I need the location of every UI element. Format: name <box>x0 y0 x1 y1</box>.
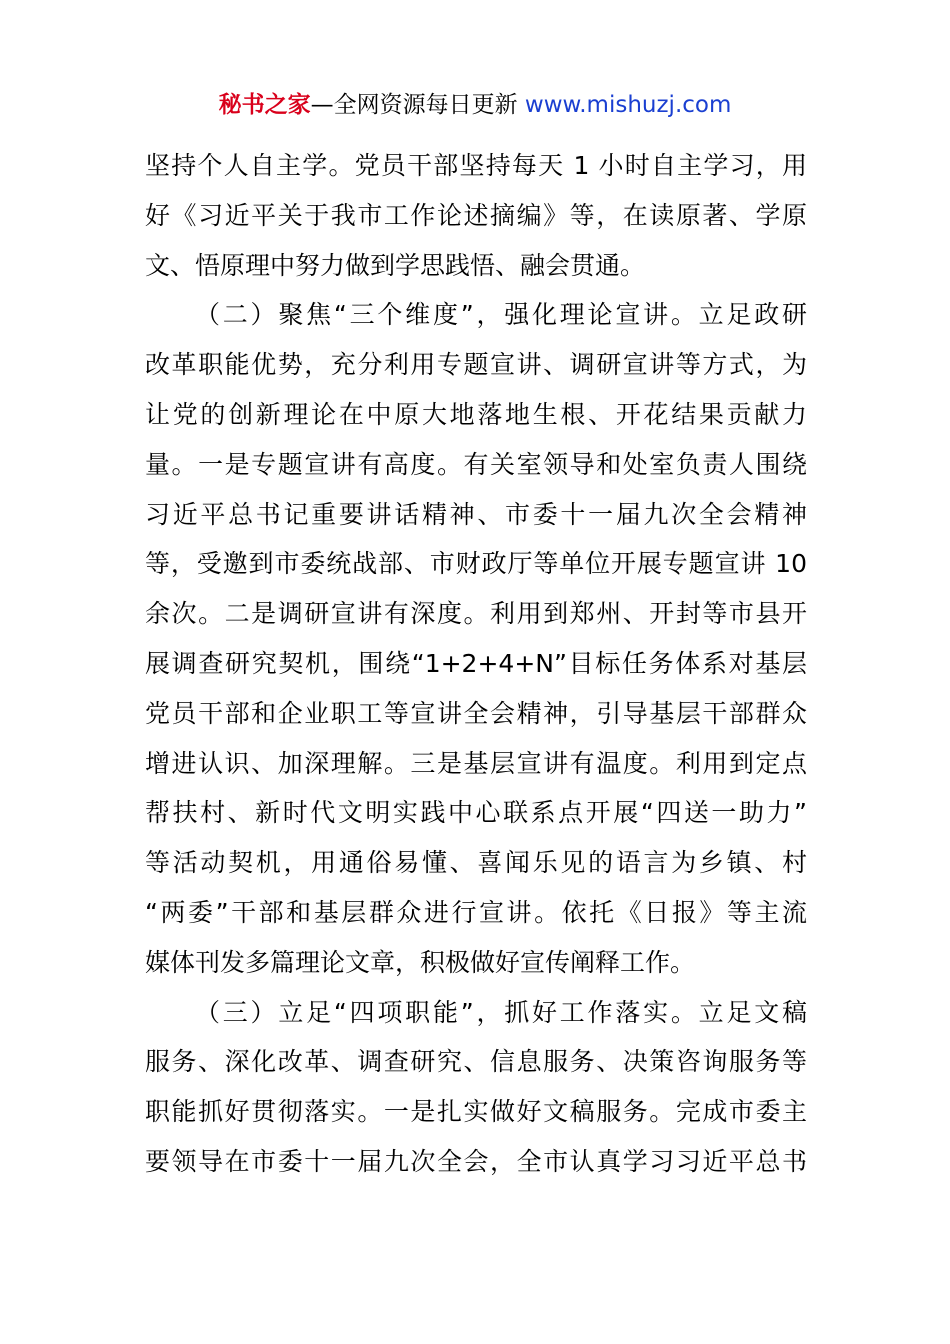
text-line: “两委”干部和基层群众进行宣讲。依托《日报》等主流 <box>145 897 807 927</box>
site-url-link[interactable]: www.mishuzj.com <box>524 92 732 118</box>
text-line: 等活动契机，用通俗易懂、喜闻乐见的语言为乡镇、村 <box>145 848 807 878</box>
text-line: 好《习近平关于我市工作论述摘编》等，在读原著、学原 <box>145 200 807 230</box>
text-line: 职能抓好贯彻落实。一是扎实做好文稿服务。完成市委主 <box>145 1097 807 1127</box>
text-line: 服务、深化改革、调查研究、信息服务、决策咨询服务等 <box>145 1047 807 1077</box>
text-line: 余次。二是调研宣讲有深度。利用到郑州、开封等市县开 <box>145 599 807 629</box>
site-brand: 秘书之家 <box>218 92 311 118</box>
text-line: 文、悟原理中努力做到学思践悟、融会贯通。 <box>145 250 646 280</box>
section-heading-line: （二）聚焦“三个维度”，强化理论宣讲。立足政研 <box>195 300 807 330</box>
text-line: 量。一是专题宣讲有高度。有关室领导和处室负责人围绕 <box>145 449 807 479</box>
text-line: 党员干部和企业职工等宣讲全会精神，引导基层干部群众 <box>145 698 807 728</box>
text-line: 要领导在市委十一届九次全会，全市认真学习习近平总书 <box>145 1146 807 1176</box>
page-header <box>0 88 950 122</box>
text-line: 坚持个人自主学。党员干部坚持每天 1 小时自主学习，用 <box>145 151 807 180</box>
text-line: 帮扶村、新时代文明实践中心联系点开展“四送一助力” <box>145 798 807 828</box>
text-line: 媒体刊发多篇理论文章，积极做好宣传阐释工作。 <box>145 947 696 977</box>
text-line: 习近平总书记重要讲话精神、市委十一届九次全会精神 <box>145 499 807 529</box>
text-line: 让党的创新理论在中原大地落地生根、开花结果贡献力 <box>145 399 807 429</box>
text-line: 展调查研究契机，围绕“1+2+4+N”目标任务体系对基层 <box>145 648 807 678</box>
text-line: 增进认识、加深理解。三是基层宣讲有温度。利用到定点 <box>145 748 807 778</box>
text-line: 改革职能优势，充分利用专题宣讲、调研宣讲等方式，为 <box>145 350 807 380</box>
document-body <box>145 148 807 1194</box>
site-tagline: —全网资源每日更新 <box>310 92 525 118</box>
section-heading-line: （三）立足“四项职能”，抓好工作落实。立足文稿 <box>195 997 807 1027</box>
text-line: 等，受邀到市委统战部、市财政厅等单位开展专题宣讲 10 <box>145 549 807 579</box>
